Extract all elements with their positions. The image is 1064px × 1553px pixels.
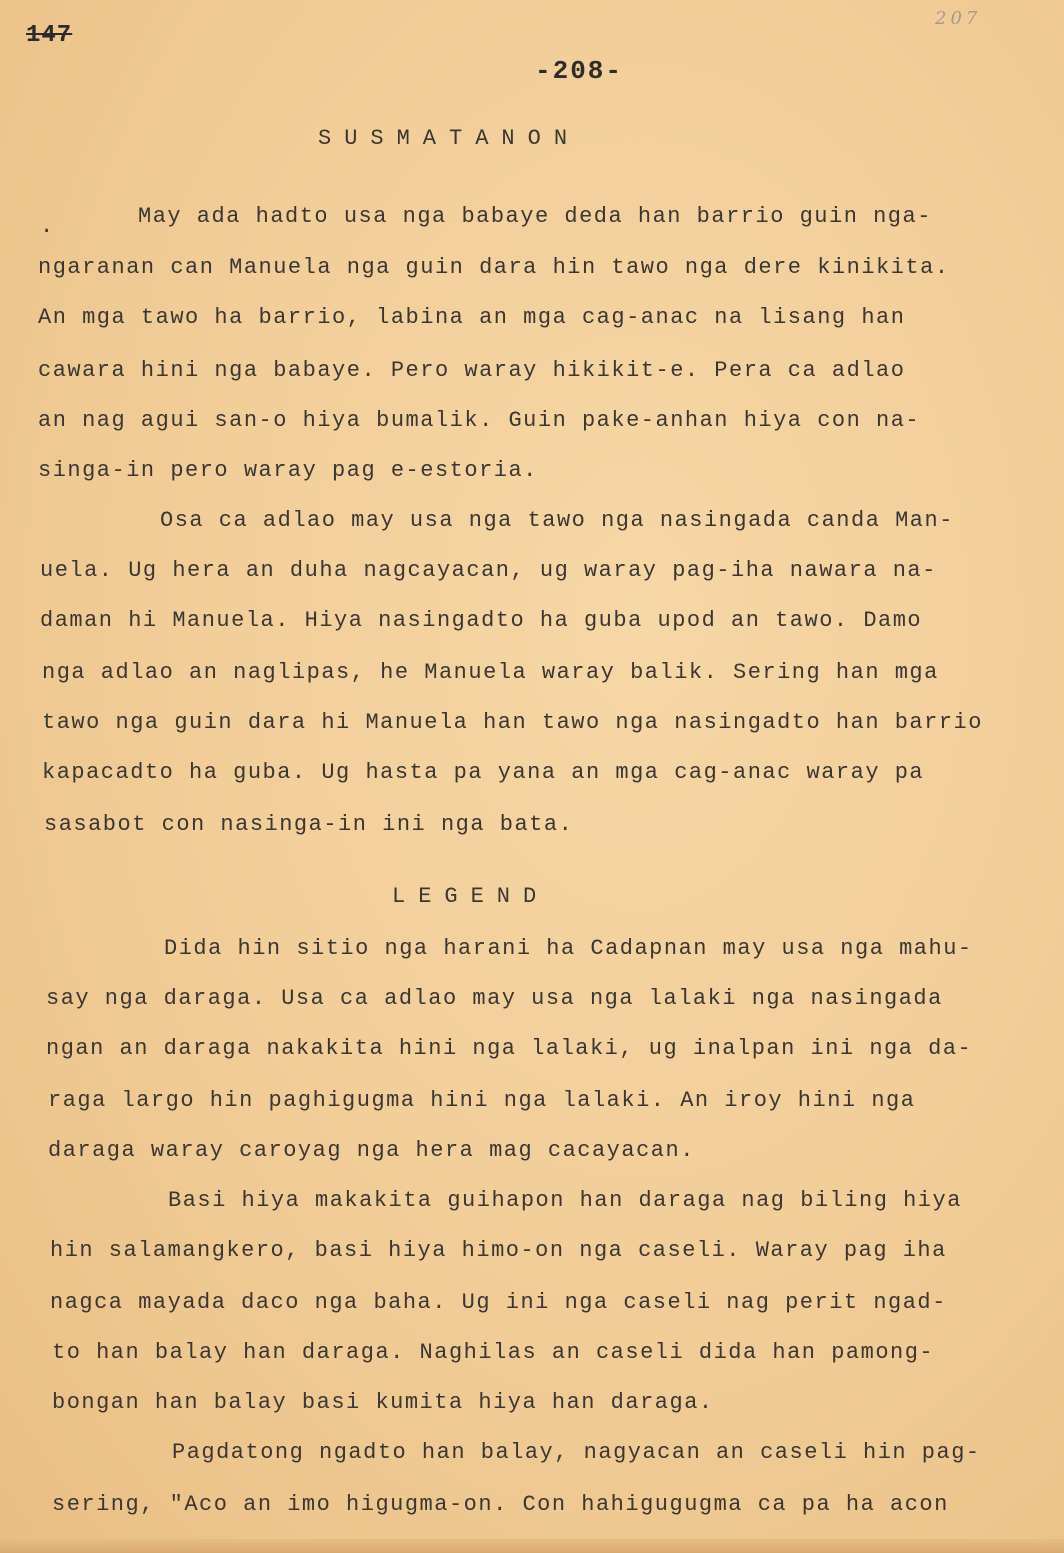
text-line: hin salamangkero, basi hiya himo-on nga caseli. Waray pag iha [50, 1238, 947, 1263]
section-heading-legend: LEGEND [392, 884, 550, 909]
text-line: to han balay han daraga. Naghilas an caseli dida han pamong- [52, 1340, 935, 1365]
text-line: An mga tawo ha barrio, labina an mga cag-anac na lisang han [38, 305, 906, 330]
text-line: nga adlao an naglipas, he Manuela waray balik. Sering han mga [42, 660, 939, 685]
crossed-out-page-number: 147 [26, 22, 73, 49]
story-title-susmatanon: SUSMATANON [318, 126, 581, 151]
text-line: an nag agui san-o hiya bumalik. Guin pake-anhan hiya con na- [38, 408, 921, 433]
text-line: daman hi Manuela. Hiya nasingadto ha guba upod an tawo. Damo [40, 608, 923, 633]
text-line: bongan han balay basi kumita hiya han daraga. [52, 1390, 714, 1415]
text-line: singa-in pero waray pag e-estoria. [38, 458, 538, 483]
page-number: -208- [535, 56, 624, 86]
page-bottom-edge [0, 1539, 1064, 1553]
text-line: cawara hini nga babaye. Pero waray hikikit-e. Pera ca adlao [38, 358, 906, 383]
text-line: daraga waray caroyag nga hera mag cacayacan. [48, 1138, 695, 1163]
text-line: May ada hadto usa nga babaye deda han barrio guin nga- [138, 204, 932, 229]
text-line: Pagdatong ngadto han balay, nagyacan an caseli hin pag- [172, 1440, 981, 1465]
text-line: nagca mayada daco nga baha. Ug ini nga caseli nag perit ngad- [50, 1290, 947, 1315]
text-line: ngaranan can Manuela nga guin dara hin tawo nga dere kinikita. [38, 255, 950, 280]
text-line: say nga daraga. Usa ca adlao may usa nga lalaki nga nasingada [46, 986, 943, 1011]
text-line: Dida hin sitio nga harani ha Cadapnan may usa nga mahu- [164, 936, 973, 961]
text-line: uela. Ug hera an duha nagcayacan, ug waray pag-iha nawara na- [40, 558, 937, 583]
text-line: sasabot con nasinga-in ini nga bata. [44, 812, 574, 837]
text-line: sering, "Aco an imo higugma-on. Con hahigugugma ca pa ha acon [52, 1492, 949, 1517]
text-line: Basi hiya makakita guihapon han daraga nag biling hiya [168, 1188, 962, 1213]
text-line: tawo nga guin dara hi Manuela han tawo nga nasingadto han barrio [42, 710, 983, 735]
pencil-page-number: 207 [935, 8, 982, 29]
text-line: Osa ca adlao may usa nga tawo nga nasingada canda Man- [160, 508, 954, 533]
text-line: raga largo hin paghigugma hini nga lalaki. An iroy hini nga [48, 1088, 916, 1113]
text-line: kapacadto ha guba. Ug hasta pa yana an mga cag-anac waray pa [42, 760, 925, 785]
stray-dot: . [40, 214, 54, 239]
text-line: ngan an daraga nakakita hini nga lalaki, ug inalpan ini nga da- [46, 1036, 973, 1061]
